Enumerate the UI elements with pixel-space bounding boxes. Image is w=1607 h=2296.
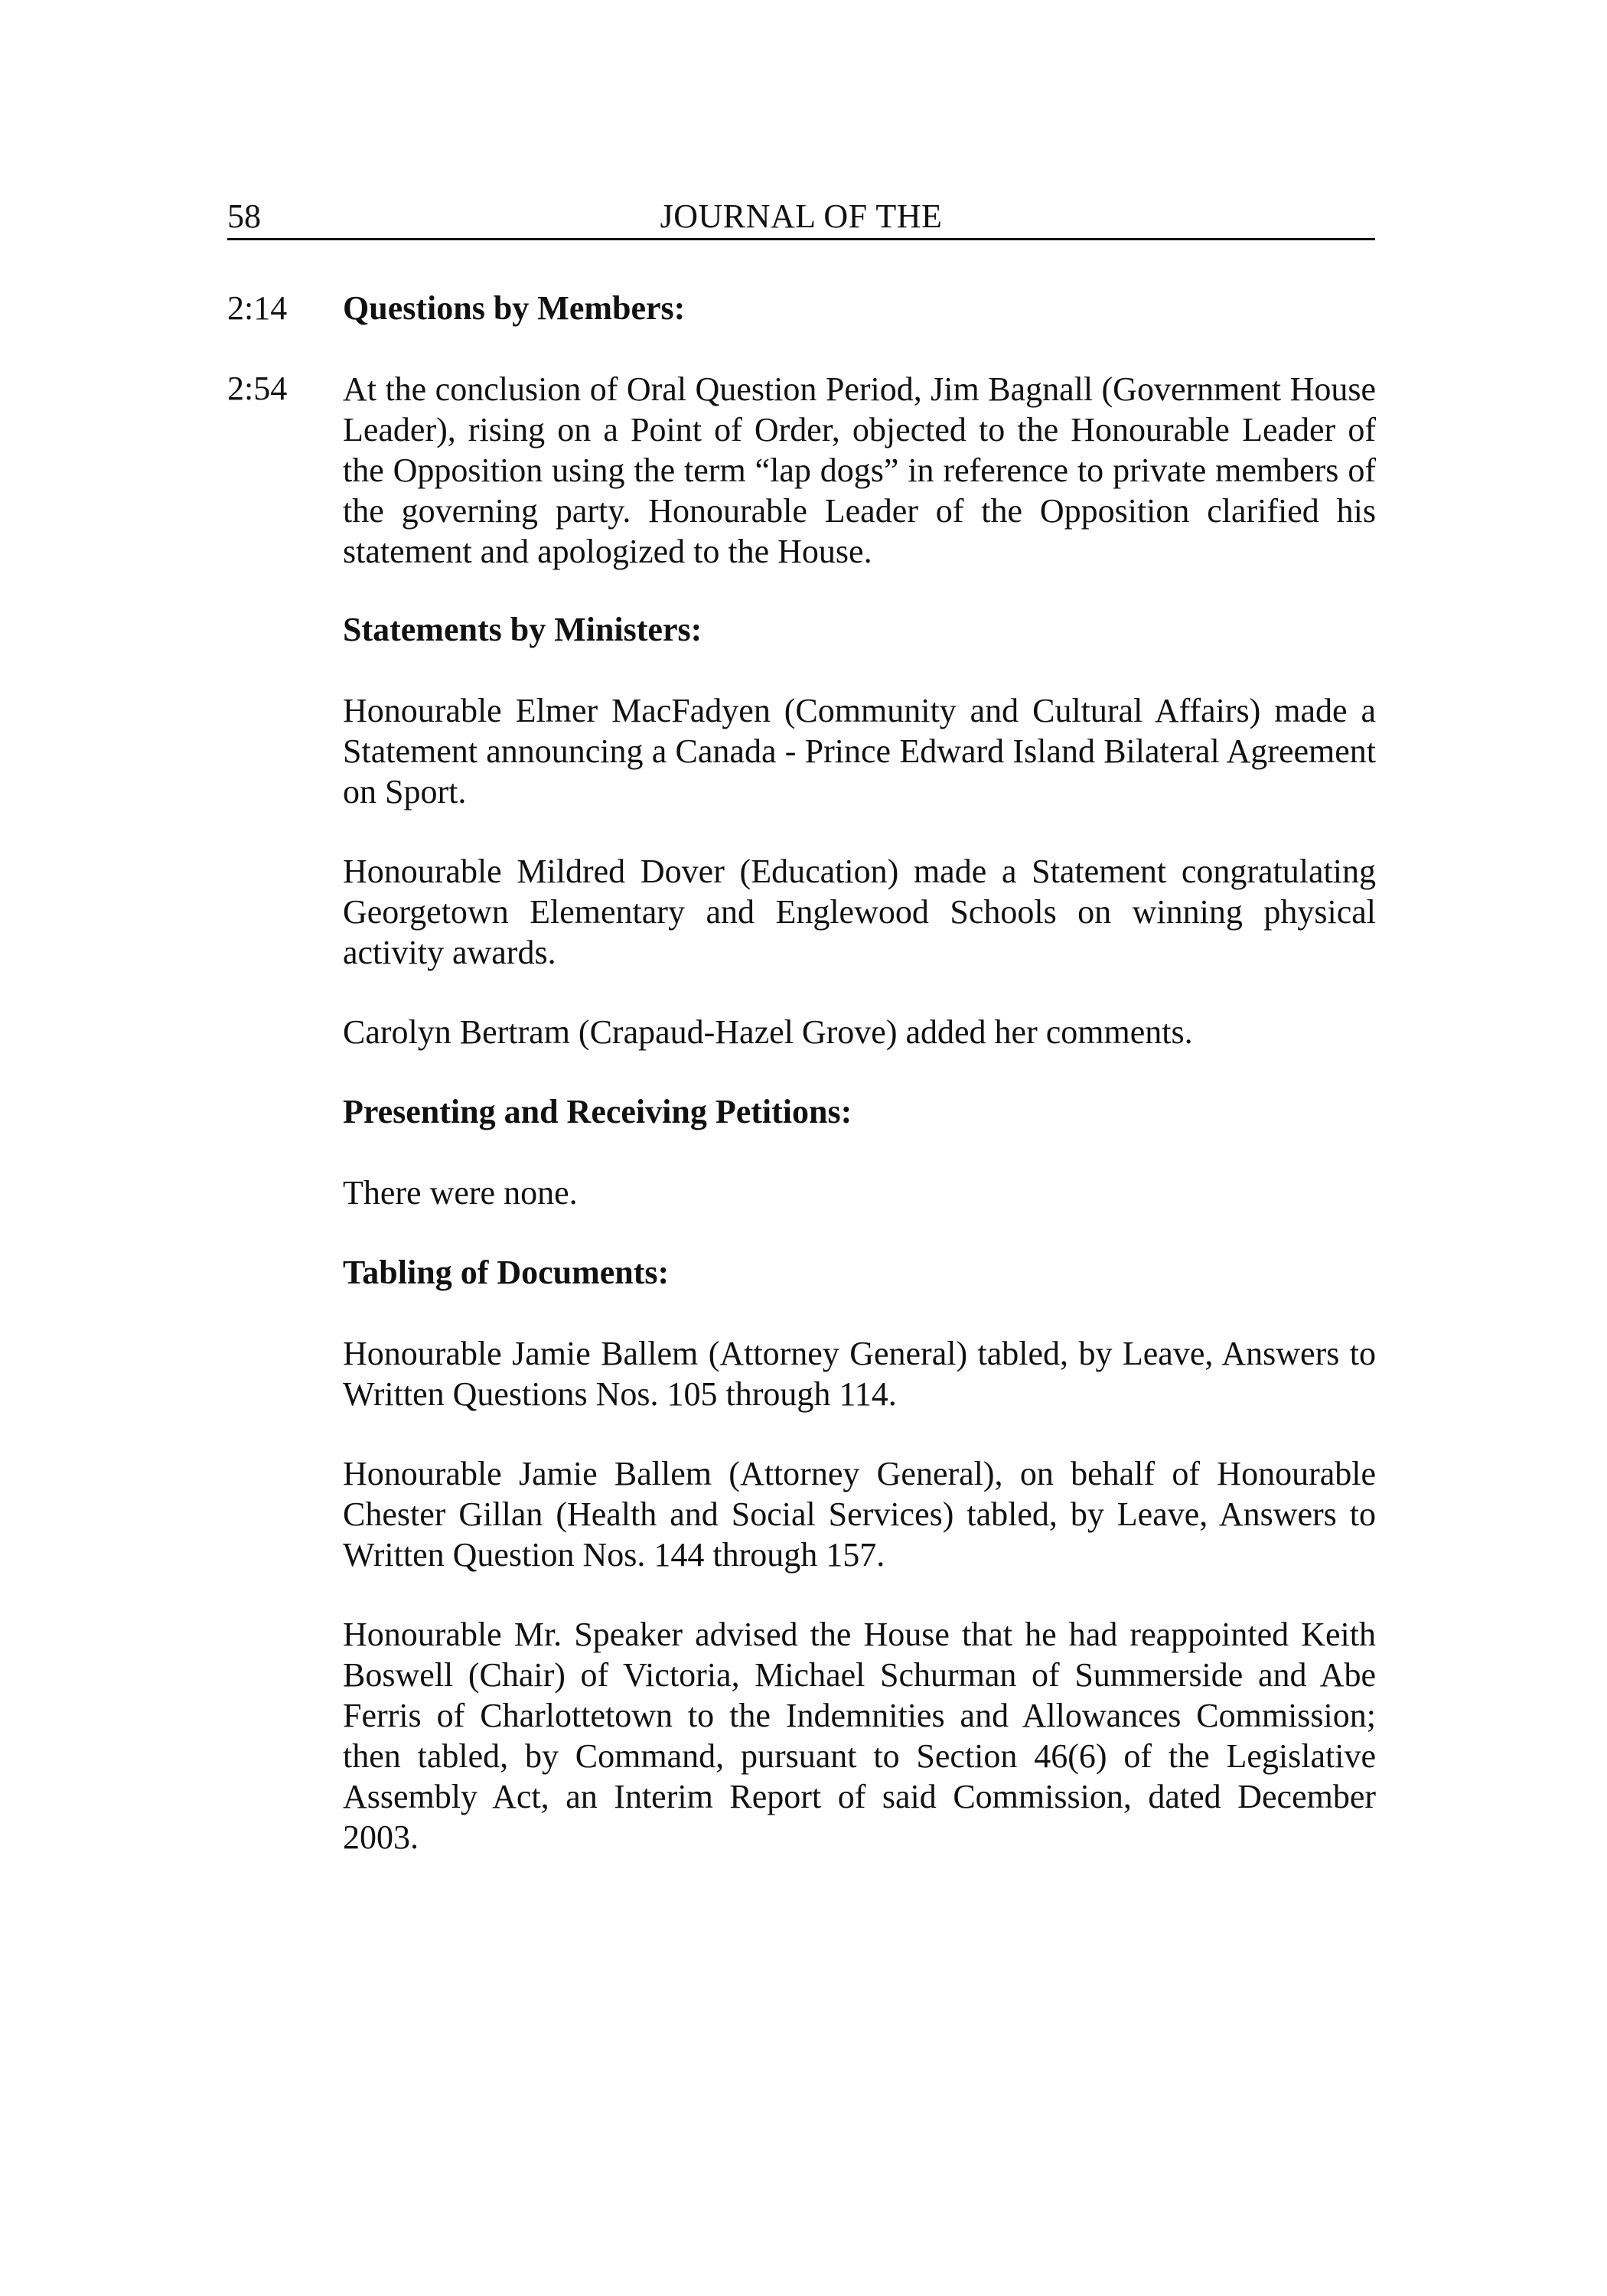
statement-paragraph: Honourable Elmer MacFadyen (Community and Cultural Affairs) made a Statement announcing a Canada - Prince Edward Island Bilateral Agreement on Sport. xyxy=(343,692,1376,810)
section-heading-petitions: Presenting and Receiving Petitions: xyxy=(343,1093,852,1130)
statement-paragraph: Carolyn Bertram (Crapaud-Hazel Grove) added her comments. xyxy=(343,1013,1193,1051)
page-header xyxy=(227,195,1375,240)
entry-paragraph: At the conclusion of Oral Question Period, Jim Bagnall (Government House Leader), rising on a Point of Order, objected to the Honourable Leader of the Opposition using the term “lap dogs” in reference to private members of the governing party. Honourable Leader of the Opposition clarified his statement and apologized to the House. xyxy=(343,370,1376,570)
section-heading-tabling: Tabling of Documents: xyxy=(343,1254,670,1291)
entry-time: 2:14 xyxy=(227,289,288,327)
petitions-paragraph: There were none. xyxy=(343,1174,578,1212)
entry-time: 2:54 xyxy=(227,370,288,407)
tabling-paragraph: Honourable Jamie Ballem (Attorney General) tabled, by Leave, Answers to Written Questions Nos. 105 through 114. xyxy=(343,1335,1376,1413)
statement-paragraph: Honourable Mildred Dover (Education) made a Statement congratulating Georgetown Elementary and Englewood Schools on winning physical activity awards. xyxy=(343,853,1376,971)
tabling-paragraph: Honourable Jamie Ballem (Attorney General), on behalf of Honourable Chester Gillan (Health and Social Services) tabled, by Leave, Answers to Written Question Nos. 144 through 157. xyxy=(343,1455,1376,1574)
page-number: 58 xyxy=(227,197,261,235)
running-head: JOURNAL OF THE xyxy=(660,197,943,235)
section-heading-statements: Statements by Ministers: xyxy=(343,611,702,648)
tabling-paragraph: Honourable Mr. Speaker advised the House that he had reappointed Keith Boswell (Chair) of Victoria, Michael Schurman of Summerside and Abe Ferris of Charlottetown to the Indemnities and Allowances Commission; then tabled, by Command, pursuant to Section 46(6) of the Legislative Assembly Act, an Interim Report of said Commission, dated December 2003. xyxy=(343,1616,1376,1856)
section-heading-questions: Questions by Members: xyxy=(343,289,686,327)
